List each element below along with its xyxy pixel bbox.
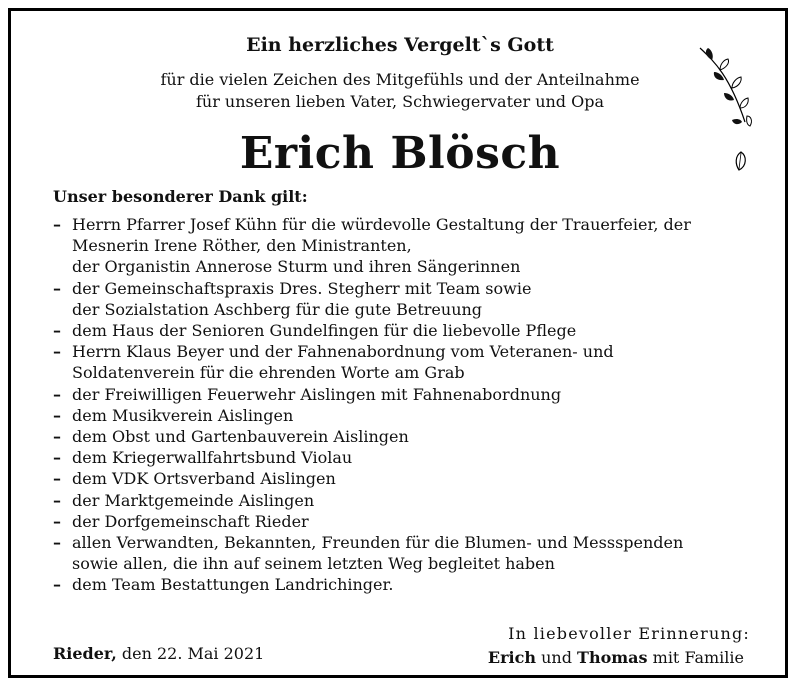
thanks-item-text: Herrn Klaus Beyer und der Fahnenabordnung vom Veteranen- und <box>72 342 614 361</box>
place-date <box>53 644 264 663</box>
thanks-item-text: dem Team Bestattungen Landrichinger. <box>72 575 394 594</box>
dash-bullet: – <box>53 533 61 552</box>
thanks-item-text: dem Obst und Gartenbauverein Aislingen <box>72 427 409 446</box>
dash-bullet: – <box>53 575 61 594</box>
thanks-item-text: dem Haus der Senioren Gundelfingen für die liebevolle Pflege <box>72 321 577 340</box>
thanks-item-text: der Sozialstation Aschberg für die gute Betreuung <box>72 300 483 319</box>
thanks-item-text: dem VDK Ortsverband Aislingen <box>72 469 336 488</box>
leaf-branch-icon <box>690 42 762 132</box>
thanks-item <box>53 574 394 596</box>
thanks-item <box>53 405 293 427</box>
dash-bullet: – <box>53 448 61 467</box>
thanks-item-text: dem Musikverein Aislingen <box>72 406 294 425</box>
deceased-name: Erich Blösch <box>239 128 561 179</box>
thanks-item <box>53 511 309 533</box>
thanks-item-continuation <box>53 362 465 384</box>
dash-bullet: – <box>53 469 61 488</box>
thanks-item-continuation <box>53 256 520 278</box>
thanks-item <box>53 320 576 342</box>
signer-2: Thomas <box>577 648 648 667</box>
thanks-item <box>53 341 614 363</box>
dash-bullet: – <box>53 215 61 234</box>
dash-bullet: – <box>53 427 61 446</box>
thanks-item-text: sowie allen, die ihn auf seinem letzten Weg begleitet haben <box>72 554 555 573</box>
dash-bullet: – <box>53 512 61 531</box>
thanks-heading: Unser besonderer Dank gilt: <box>53 187 308 206</box>
headline: Ein herzliches Vergelt`s Gott <box>246 34 554 56</box>
thanks-item-text: Mesnerin Irene Röther, den Ministranten, <box>72 236 412 255</box>
thanks-item-text: der Gemeinschaftspraxis Dres. Stegherr mit Team sowie <box>72 279 532 298</box>
thanks-item <box>53 214 691 236</box>
dash-bullet: – <box>53 342 61 361</box>
thanks-item <box>53 468 336 490</box>
thanks-item-text: der Organistin Annerose Sturm und ihren Sängerinnen <box>72 257 521 276</box>
falling-leaf-icon <box>733 150 749 172</box>
thanks-item-text: Herrn Pfarrer Josef Kühn für die würdevolle Gestaltung der Trauerfeier, der <box>72 215 691 234</box>
connector-1: und <box>541 648 572 667</box>
dash-bullet: – <box>53 385 61 404</box>
thanks-item-continuation <box>53 235 412 257</box>
connector-2: mit Familie <box>652 648 744 667</box>
dash-bullet: – <box>53 491 61 510</box>
date: den 22. Mai 2021 <box>121 644 265 663</box>
signer-1: Erich <box>487 648 536 667</box>
thanks-item <box>53 532 683 554</box>
thanks-item-continuation <box>53 299 482 321</box>
thanks-item-text: der Dorfgemeinschaft Rieder <box>72 512 309 531</box>
thanks-item <box>53 426 409 448</box>
intro-line-2: für unseren lieben Vater, Schwiegervater und Opa <box>195 92 605 111</box>
signature <box>488 648 744 667</box>
thanks-item-text: dem Kriegerwallfahrtsbund Violau <box>72 448 353 467</box>
thanks-item-text: der Marktgemeinde Aislingen <box>72 491 315 510</box>
thanks-item-text: Soldatenverein für die ehrenden Worte am Grab <box>72 363 465 382</box>
dash-bullet: – <box>53 279 61 298</box>
thanks-item <box>53 278 531 300</box>
dash-bullet: – <box>53 406 61 425</box>
thanks-item <box>53 384 561 406</box>
closing-line: In liebevoller Erinnerung: <box>508 624 750 643</box>
intro-line-1: für die vielen Zeichen des Mitgefühls und der Anteilnahme <box>160 70 640 89</box>
thanks-item <box>53 447 352 469</box>
place: Rieder, <box>53 644 117 663</box>
thanks-item <box>53 490 314 512</box>
thanks-item-text: allen Verwandten, Bekannten, Freunden für die Blumen- und Messspenden <box>72 533 684 552</box>
thanks-item-text: der Freiwilligen Feuerwehr Aislingen mit Fahnenabordnung <box>72 385 562 404</box>
dash-bullet: – <box>53 321 61 340</box>
thanks-item-continuation <box>53 553 555 575</box>
